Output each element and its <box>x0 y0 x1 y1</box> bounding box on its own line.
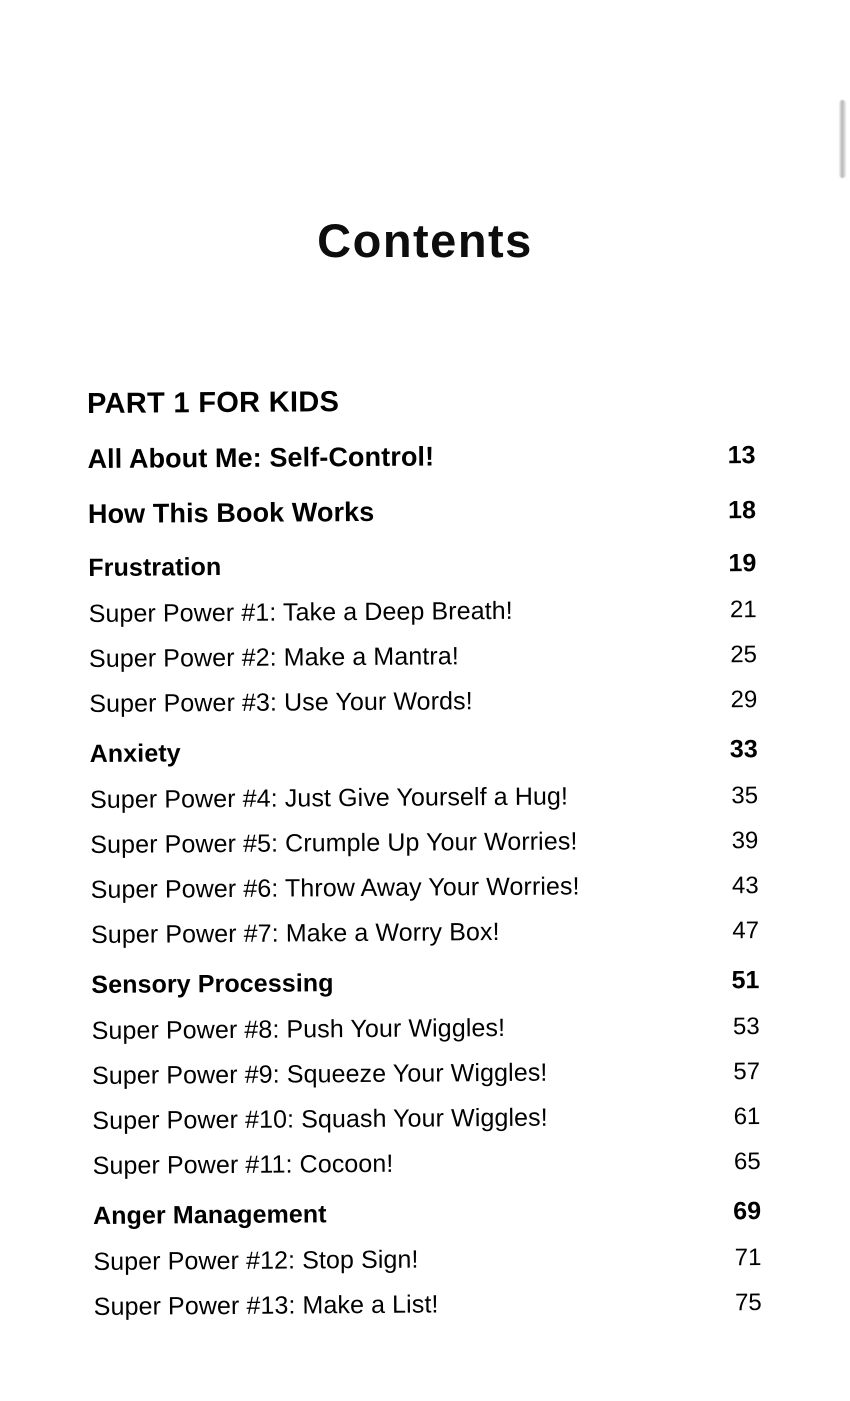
toc-sub-entry-label: Super Power #10: Squash Your Wiggles! <box>92 1103 548 1135</box>
toc-sub-entry-page-number: 35 <box>731 782 759 810</box>
toc-sub-entry[interactable] <box>93 1243 761 1277</box>
table-of-contents <box>87 383 762 1338</box>
toc-part-heading <box>87 383 755 421</box>
toc-entry-label: All About Me: Self-Control! <box>87 441 435 474</box>
toc-section-page-number: 19 <box>728 549 757 578</box>
toc-sub-entry-label: Super Power #4: Just Give Yourself a Hug! <box>89 782 569 814</box>
toc-sub-entry-label: Super Power #1: Take a Deep Breath! <box>88 596 513 628</box>
toc-section-sensory-processing[interactable] <box>91 966 759 1000</box>
toc-sub-entry-label: Super Power #8: Push Your Wiggles! <box>91 1013 506 1045</box>
toc-section-label: Frustration <box>88 553 222 582</box>
toc-sub-entry-label: Super Power #11: Cocoon! <box>92 1149 394 1180</box>
toc-sub-entry-label: Super Power #3: Use Your Words! <box>89 687 473 718</box>
toc-entry-label: How This Book Works <box>87 496 375 529</box>
toc-entry-all-about-me[interactable] <box>87 439 755 475</box>
toc-sub-entry[interactable] <box>92 1057 760 1091</box>
toc-sub-entry[interactable] <box>89 685 757 719</box>
toc-section-page-number: 69 <box>733 1197 762 1226</box>
toc-section-frustration[interactable] <box>88 549 756 583</box>
toc-sub-entry-page-number: 47 <box>732 917 760 945</box>
toc-sub-entry-label: Super Power #13: Make a List! <box>93 1290 439 1321</box>
toc-entry-how-this-book-works[interactable] <box>88 494 756 530</box>
toc-sub-entry[interactable] <box>89 640 757 674</box>
toc-sub-entry[interactable] <box>94 1288 762 1322</box>
toc-sub-entry[interactable] <box>91 871 759 905</box>
toc-sub-entry[interactable] <box>92 1012 760 1046</box>
toc-entry-page-number: 13 <box>727 441 756 470</box>
toc-sub-entry[interactable] <box>91 916 759 950</box>
toc-sub-entry[interactable] <box>92 1102 760 1136</box>
toc-sub-entry-page-number: 61 <box>733 1103 761 1131</box>
toc-section-label: Anxiety <box>89 739 181 768</box>
toc-sub-entry-label: Super Power #5: Crumple Up Your Worries! <box>90 827 578 859</box>
toc-sub-entry-page-number: 25 <box>730 641 758 669</box>
toc-sub-entry-label: Super Power #7: Make a Worry Box! <box>90 917 500 949</box>
toc-sub-entry-page-number: 43 <box>731 872 759 900</box>
toc-sub-entry-page-number: 57 <box>733 1058 761 1086</box>
page-title: Contents <box>317 214 533 268</box>
toc-sub-entry-page-number: 75 <box>734 1289 762 1317</box>
toc-sub-entry[interactable] <box>89 595 757 629</box>
toc-sub-entry-label: Super Power #6: Throw Away Your Worries! <box>90 872 580 904</box>
toc-sub-entry-page-number: 29 <box>730 686 758 714</box>
toc-section-anxiety[interactable] <box>90 735 758 769</box>
toc-section-anger-management[interactable] <box>93 1197 761 1231</box>
toc-sub-entry-label: Super Power #2: Make a Mantra! <box>88 642 459 673</box>
toc-section-label: Anger Management <box>92 1200 327 1230</box>
scrollbar-thumb[interactable] <box>839 100 846 178</box>
toc-sub-entry[interactable] <box>90 781 758 815</box>
toc-sub-entry-label: Super Power #9: Squeeze Your Wiggles! <box>91 1058 548 1090</box>
toc-sub-entry-page-number: 71 <box>734 1244 762 1272</box>
toc-sub-entry[interactable] <box>90 826 758 860</box>
toc-sub-entry-page-number: 65 <box>733 1148 761 1176</box>
toc-sub-entry-page-number: 53 <box>732 1013 760 1041</box>
toc-section-label: Sensory Processing <box>91 969 334 999</box>
vertical-scrollbar[interactable] <box>836 0 850 1401</box>
toc-part-label: PART 1 FOR KIDS <box>87 386 340 420</box>
toc-entry-page-number: 18 <box>727 496 757 525</box>
toc-sub-entry-page-number: 39 <box>731 827 759 855</box>
toc-sub-entry-page-number: 21 <box>729 596 757 624</box>
toc-sub-entry[interactable] <box>93 1147 761 1181</box>
toc-section-page-number: 51 <box>731 966 760 995</box>
toc-sub-entry-label: Super Power #12: Stop Sign! <box>93 1245 419 1276</box>
toc-section-page-number: 33 <box>729 735 758 764</box>
